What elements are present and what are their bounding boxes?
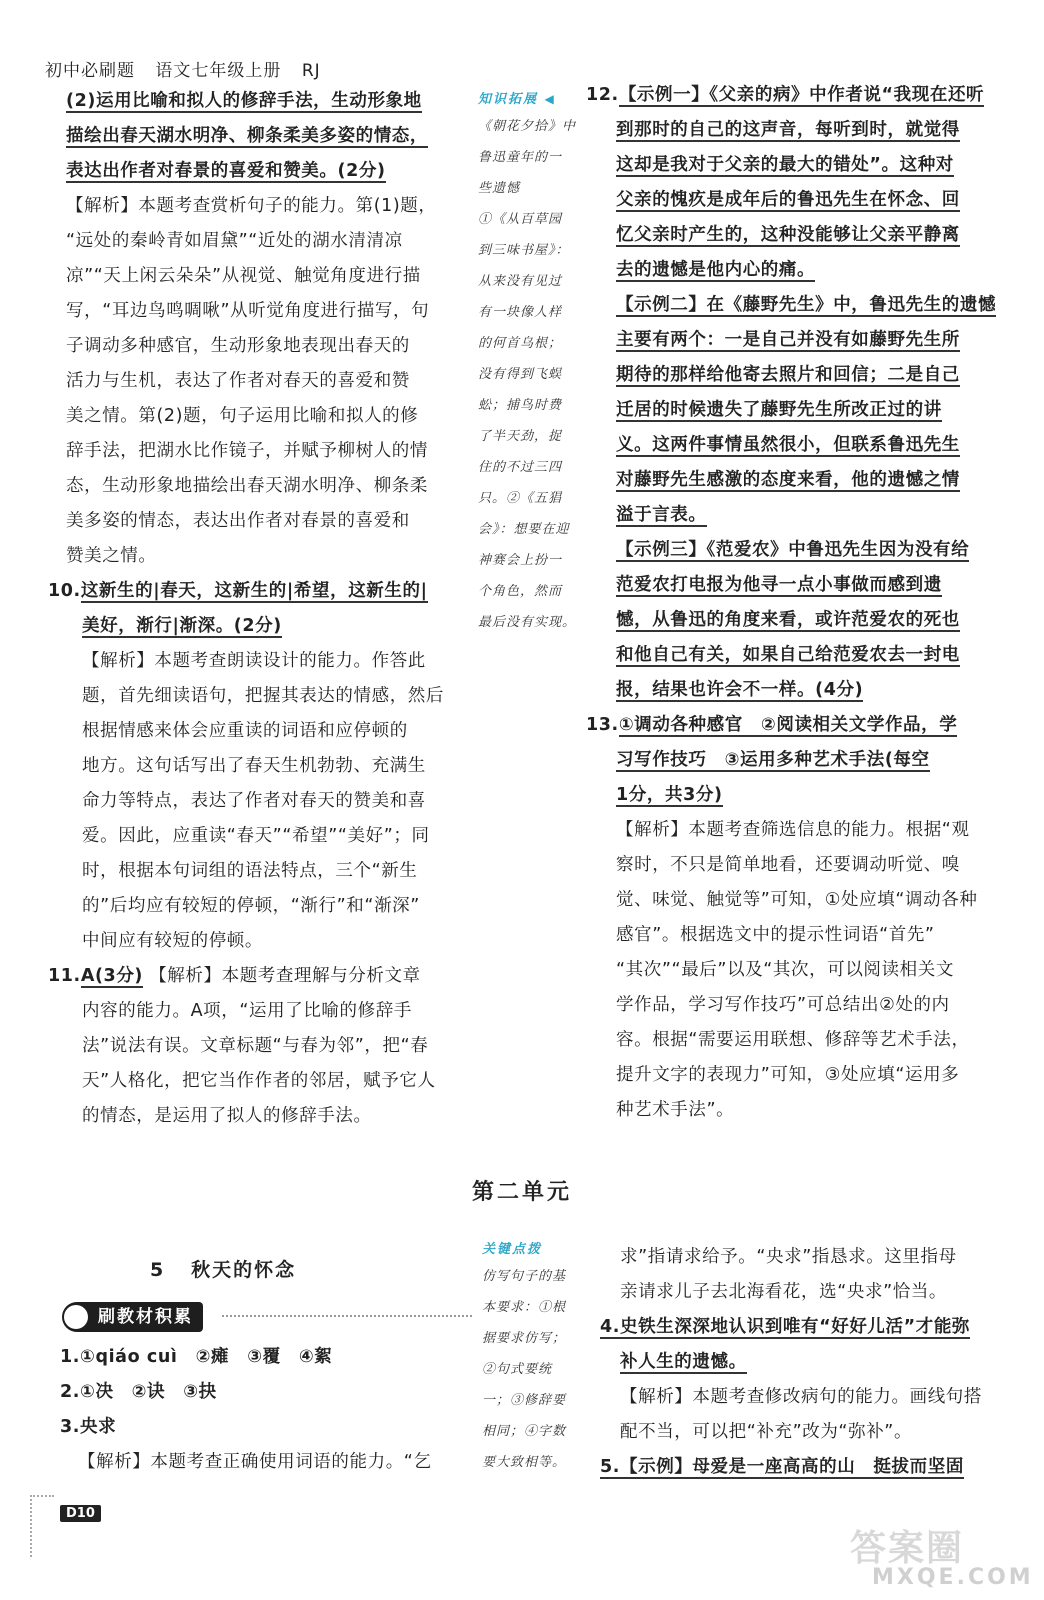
bottom-right-answers	[600, 1240, 1020, 1485]
answer-5: 5.【示例】母爱是一座高高的山 挺拔而坚固	[600, 1457, 964, 1477]
q10-number: 10.	[48, 581, 81, 601]
q12-line: 期待的那样给他寄去照片和回信；二是自己	[616, 365, 960, 385]
sidebar-line: 从来没有见过	[478, 274, 563, 289]
triangle-icon: ◀	[544, 92, 556, 106]
page-header	[45, 56, 335, 81]
q11-line: 内容的能力。A项，“运用了比喻的修辞手	[82, 1001, 412, 1021]
q13-answer-line: ①调动各种感官 ②阅读相关文学作品，学	[618, 715, 958, 735]
q12-line: 对藤野先生感激的态度来看，他的遗憾之情	[616, 470, 960, 490]
q12-line: 【示例二】在《藤野先生》中，鲁迅先生的遗憾	[616, 295, 997, 315]
q12-line: 到那时的自己的这声音，每听到时，就觉得	[616, 120, 960, 140]
sidebar-line: 住的不过三四	[478, 460, 563, 475]
sidebar-line: 到三味书屋》：	[478, 243, 570, 258]
q12-line: 报，结果也许会不一样。(4分)	[616, 680, 864, 700]
sidebar2-line: 要大致相等。	[482, 1455, 567, 1470]
answer-4-line: 补人生的遗憾。	[620, 1352, 747, 1372]
q11-answer: A(3分)	[80, 966, 144, 986]
q13-analysis-line: 【解析】本题考查筛选信息的能力。根据“观	[616, 820, 970, 840]
q10-analysis-line: 根据情感来体会应重读的词语和应停顿的	[82, 721, 408, 741]
page-number: D10	[60, 1505, 101, 1522]
header-book: 初中必刷题	[45, 61, 135, 81]
lesson-title	[150, 1255, 296, 1282]
sidebar2-line: ②句式要统	[482, 1362, 553, 1377]
q13-answer-line: 1分，共3分)	[616, 785, 723, 805]
q10-analysis-line: 命力等特点，表达了作者对春天的赞美和喜	[82, 791, 426, 811]
answer-1: 1.①qiáo cuì ②瘫 ③覆 ④絮	[60, 1347, 333, 1367]
q9-answer-line: 描绘出春天湖水明净、柳条柔美多姿的情态，	[66, 126, 428, 146]
answer-2: 2.①决 ②诀 ③抉	[60, 1382, 217, 1402]
unit-title: 第二单元	[471, 1180, 572, 1205]
q9-analysis-line: 活力与生机，表达了作者对春天的喜爱和赞	[66, 371, 410, 391]
answer-3-continued: 亲请求儿子去北海看花，选“央求”恰当。	[620, 1282, 948, 1302]
divider	[222, 1315, 472, 1317]
sidebar2-line: 一；③修辞要	[482, 1393, 567, 1408]
sidebar2-line: 据要求仿写；	[482, 1331, 567, 1346]
q9-analysis-line: 美多姿的情态，表达出作者对春景的喜爱和	[66, 511, 410, 531]
q10-analysis-line: 中间应有较短的停顿。	[82, 931, 263, 951]
answer-3: 3.央求	[60, 1417, 117, 1437]
q13-analysis-line: 感官”。根据选文中的提示性词语“首先”	[616, 925, 935, 945]
watermark-url: MXQE.COM	[872, 1565, 1034, 1590]
q10-analysis-line: 【解析】本题考查朗读设计的能力。作答此	[82, 651, 426, 671]
q13-analysis-line: “其次”“最后”以及“其次，可以阅读相关文	[616, 960, 954, 980]
q12-line: 憾，从鲁迅的角度来看，或许范爱农的死也	[616, 610, 960, 630]
q9-analysis-line: 辞手法，把湖水比作镜子，并赋予柳树人的情	[66, 441, 428, 461]
answer-3-analysis: 【解析】本题考查正确使用词语的能力。“乞	[78, 1452, 432, 1472]
sidebar-line: 会》：想要在迎	[478, 522, 570, 537]
q9-analysis-line: 写，“耳边鸟鸣啁啾”从听觉角度进行描写，句	[66, 301, 430, 321]
q13-analysis-line: 学作品，学习写作技巧”可总结出②处的内	[616, 995, 950, 1015]
sidebar-line: 没有得到飞蜈	[478, 367, 563, 382]
q13-analysis-line: 提升文字的表现力”可知，③处应填“运用多	[616, 1065, 960, 1085]
answer-3-continued: 求”指请求给予。“央求”指恳求。这里指母	[620, 1247, 957, 1267]
sidebar-line: 的何首乌根；	[478, 336, 563, 351]
section-badge: 刷教材积累	[62, 1302, 203, 1332]
sidebar-line: 了半天劲，捉	[478, 429, 563, 444]
q12-line: 忆父亲时产生的，这种没能够让父亲平静离	[616, 225, 960, 245]
sidebar-line: ①《从百草园	[478, 212, 563, 227]
sidebar-line: 最后没有实现。	[478, 615, 577, 630]
sidebar2-line: 相同；④字数	[482, 1424, 567, 1439]
q12-number: 12.	[586, 85, 619, 105]
q10-answer-line: 美好，渐行|渐深。(2分)	[82, 616, 282, 636]
q9-analysis-line: 赞美之情。	[66, 546, 157, 566]
right-column	[586, 78, 1006, 1128]
q10-analysis-line: 的”后均应有较短的停顿，“渐行”和“渐深”	[82, 896, 420, 916]
q13-analysis-line: 容。根据“需要运用联想、修辞等艺术手法，	[616, 1030, 970, 1050]
sidebar-line: 神赛会上扮一	[478, 553, 563, 568]
q9-analysis-line: 凉”“天上闲云朵朵”从视觉、触觉角度进行描	[66, 266, 421, 286]
answer-4-line: 4.史铁生深深地认识到唯有“好好儿活”才能弥	[600, 1317, 971, 1337]
q11-line: 【解析】本题考查理解与分析文章	[149, 966, 421, 986]
q12-line: 主要有两个：一是自己并没有如藤野先生所	[616, 330, 960, 350]
q12-line: 和他自己有关，如果自己给范爱农去一封电	[616, 645, 960, 665]
q10-answer-line: 这新生的|春天，这新生的|希望，这新生的|	[80, 581, 428, 601]
q9-analysis-line: 态，生动形象地描绘出春天湖水明净、柳条柔	[66, 476, 428, 496]
q12-line: 父亲的愧疚是成年后的鲁迅先生在怀念、回	[616, 190, 960, 210]
q11-line: 法”说法有误。文章标题“与春为邻”，把“春	[82, 1036, 429, 1056]
sidebar2-line: 仿写句子的基	[482, 1269, 567, 1284]
sidebar-knowledge-title: 知识拓展	[478, 92, 539, 107]
q11-number: 11.	[48, 966, 81, 986]
answer-4-analysis: 【解析】本题考查修改病句的能力。画线句搭	[620, 1387, 982, 1407]
header-edition: RJ	[301, 61, 321, 81]
sidebar-line: 鲁迅童年的一	[478, 150, 563, 165]
lesson-number: 5	[150, 1259, 166, 1281]
sidebar2-line: 本要求：①根	[482, 1300, 567, 1315]
q12-line: 【示例一】《父亲的病》中作者说“我现在还听	[618, 85, 985, 105]
q9-analysis-line: 美之情。第(2)题，句子运用比喻和拟人的修	[66, 406, 419, 426]
q9-analysis-line: 子调动多种感官，生动形象地表现出春天的	[66, 336, 410, 356]
q10-analysis-line: 时，根据本句词组的语法特点，三个“新生	[82, 861, 418, 881]
q12-line: 【示例三】《范爱农》中鲁迅先生因为没有给	[616, 540, 970, 560]
sidebar-line: 个角色，然而	[478, 584, 563, 599]
q12-line: 去的遗憾是他内心的痛。	[616, 260, 816, 280]
q13-analysis-line: 察时，不只是简单地看，还要调动听觉、嗅	[616, 855, 960, 875]
sidebar-line: 《朝花夕拾》中	[478, 119, 577, 134]
q13-analysis-line: 觉、味觉、触觉等”可知，①处应填“调动各种	[616, 890, 978, 910]
q9-analysis-line: “远处的秦岭青如眉黛”“近处的湖水清清凉	[66, 231, 403, 251]
q9-answer-line: 表达出作者对春景的喜爱和赞美。(2分)	[66, 161, 386, 181]
sidebar-keypoint-title: 关键点拨	[482, 1242, 543, 1257]
q13-number: 13.	[586, 715, 619, 735]
watermark-text: 答案圈	[850, 1528, 965, 1569]
sidebar-keypoint	[482, 1238, 590, 1478]
q13-answer-line: 习写作技巧 ③运用多种艺术手法(每空	[616, 750, 930, 770]
q11-line: 天”人格化，把它当作作者的邻居，赋予它人	[82, 1071, 436, 1091]
corner-decoration	[30, 1495, 54, 1557]
answer-4-analysis: 配不当，可以把“补充”改为“弥补”。	[620, 1422, 913, 1442]
sidebar-line: 有一块像人样	[478, 305, 563, 320]
q11-line: 的情态，是运用了拟人的修辞手法。	[82, 1106, 372, 1126]
q12-line: 迁居的时候遗失了藤野先生所改正过的讲	[616, 400, 942, 420]
q12-line: 这却是我对于父亲的最大的错处”。这种对	[616, 155, 954, 175]
header-subject: 语文七年级上册	[155, 61, 282, 81]
sidebar-line: 些遗憾	[478, 181, 521, 196]
q12-line: 溢于言表。	[616, 505, 707, 525]
q10-analysis-line: 地方。这句话写出了春天生机勃勃、充满生	[82, 756, 426, 776]
bottom-left-answers	[60, 1340, 460, 1480]
q12-line: 义。这两件事情虽然很小，但联系鲁迅先生	[616, 435, 960, 455]
q13-analysis-line: 种艺术手法”。	[616, 1100, 735, 1120]
q10-analysis-line: 题，首先细读语句，把握其表达的情感，然后	[82, 686, 444, 706]
lesson-name: 秋天的怀念	[191, 1259, 297, 1281]
sidebar-line: 蚣；捕鸟时费	[478, 398, 563, 413]
q10-analysis-line: 爱。因此，应重读“春天”“希望”“美好”；同	[82, 826, 430, 846]
sidebar-line: 只。②《五猖	[478, 491, 563, 506]
sidebar-knowledge	[478, 88, 588, 638]
book-icon	[64, 1305, 88, 1329]
q9-analysis-line: 【解析】本题考查赏析句子的能力。第(1)题，	[66, 196, 437, 216]
q9-answer-line: (2)运用比喻和拟人的修辞手法，生动形象地	[66, 91, 422, 111]
q12-line: 范爱农打电报为他寻一点小事做而感到遗	[616, 575, 942, 595]
left-column	[48, 84, 468, 1134]
